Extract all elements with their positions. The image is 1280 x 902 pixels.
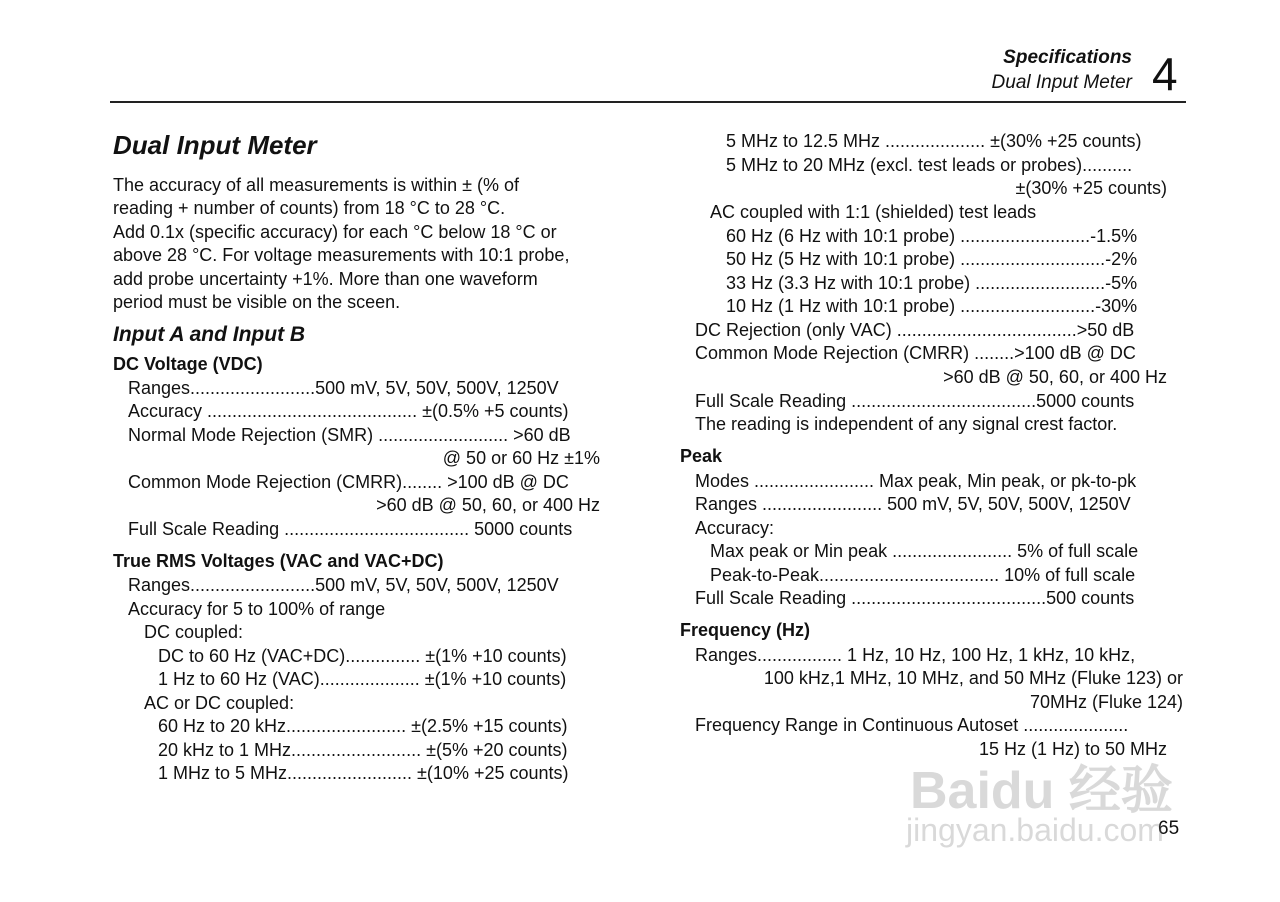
running-header-subtitle: Dual Input Meter — [991, 72, 1132, 93]
spec-line: Normal Mode Rejection (SMR) .......................... >60 dB — [128, 425, 571, 445]
running-header-title: Specifications — [1003, 47, 1132, 68]
spec-line: DC coupled: — [144, 622, 244, 642]
spec-line: Common Mode Rejection (CMRR)........ >100 dB @ DC — [128, 472, 569, 492]
spec-line: 50 Hz (5 Hz with 10:1 probe) .............................-2% — [726, 249, 1138, 269]
dc-voltage-heading: DC Voltage (VDC) — [113, 354, 263, 374]
intro-line: add probe uncertainty +1%. More than one waveform — [113, 269, 538, 289]
intro-line: above 28 °C. For voltage measurements with 10:1 probe, — [113, 245, 570, 265]
header-rule — [110, 101, 1186, 103]
spec-line: >60 dB @ 50, 60, or 400 Hz — [943, 367, 1167, 387]
rms-heading: True RMS Voltages (VAC and VAC+DC) — [113, 551, 444, 571]
spec-line: AC coupled with 1:1 (shielded) test leads — [710, 202, 1037, 222]
spec-line: DC to 60 Hz (VAC+DC)............... ±(1% +10 counts) — [158, 646, 567, 666]
spec-line: 60 Hz to 20 kHz........................ ±(2.5% +15 counts) — [158, 716, 568, 736]
spec-line: Ranges.........................500 mV, 5V, 50V, 500V, 1250V — [128, 378, 559, 398]
spec-line: ±(30% +25 counts) — [1015, 178, 1167, 198]
spec-line: Ranges................. 1 Hz, 10 Hz, 100 Hz, 1 kHz, 10 kHz, — [695, 645, 1136, 665]
spec-line: 1 Hz to 60 Hz (VAC).................... ±(1% +10 counts) — [158, 669, 567, 689]
intro-line: reading + number of counts) from 18 °C to 28 °C. — [113, 198, 506, 218]
intro-line: period must be visible on the sceen. — [113, 292, 401, 312]
spec-line: Modes ........................ Max peak, Min peak, or pk-to-pk — [695, 471, 1137, 491]
spec-line: The reading is independent of any signal crest factor. — [695, 414, 1118, 434]
watermark-logo: Baidu 经验 — [910, 762, 1173, 820]
spec-line: Full Scale Reading .....................................5000 counts — [695, 391, 1135, 411]
spec-line: 20 kHz to 1 MHz.......................... ±(5% +20 counts) — [158, 740, 568, 760]
chapter-number: 4 — [1152, 48, 1178, 100]
spec-line: Ranges ........................ 500 mV, 5V, 50V, 500V, 1250V — [695, 494, 1131, 514]
spec-line: 70MHz (Fluke 124) — [1029, 692, 1183, 712]
spec-line: >60 dB @ 50, 60, or 400 Hz — [376, 495, 600, 515]
spec-line: Max peak or Min peak ........................ 5% of full scale — [710, 541, 1139, 561]
input-heading: Input A and Input B — [113, 323, 306, 346]
spec-line: 5 MHz to 12.5 MHz .................... ±(30% +25 counts) — [726, 131, 1142, 151]
spec-line: Common Mode Rejection (CMRR) ........>100 dB @ DC — [695, 343, 1136, 363]
intro-line: The accuracy of all measurements is within ± (% of — [113, 175, 520, 195]
spec-line: 1 MHz to 5 MHz......................... ±(10% +25 counts) — [158, 763, 569, 783]
spec-line: @ 50 or 60 Hz ±1% — [442, 448, 600, 468]
spec-line: 33 Hz (3.3 Hz with 10:1 probe) ..........................-5% — [726, 273, 1138, 293]
spec-line: 5 MHz to 20 MHz (excl. test leads or probes).......... — [726, 155, 1133, 175]
spec-line: Full Scale Reading .......................................500 counts — [695, 588, 1135, 608]
spec-line: 15 Hz (1 Hz) to 50 MHz — [978, 739, 1167, 759]
spec-line: AC or DC coupled: — [144, 693, 295, 713]
spec-line: Peak-to-Peak.................................... 10% of full scale — [710, 565, 1136, 585]
intro-line: Add 0.1x (specific accuracy) for each °C below 18 °C or — [113, 222, 557, 242]
spec-line: Frequency Range in Continuous Autoset ..................... — [695, 715, 1129, 735]
page-title: Dual Input Meter — [113, 130, 317, 160]
frequency-heading: Frequency (Hz) — [680, 620, 811, 640]
peak-heading: Peak — [680, 446, 723, 466]
spec-line: Accuracy for 5 to 100% of range — [128, 599, 386, 619]
spec-line: 10 Hz (1 Hz with 10:1 probe) ...........................-30% — [726, 296, 1138, 316]
spec-line: 60 Hz (6 Hz with 10:1 probe) ..........................-1.5% — [726, 226, 1138, 246]
page-number: 65 — [1158, 818, 1180, 839]
watermark-url: jingyan.baidu.com — [906, 812, 1164, 848]
spec-line: Accuracy: — [695, 518, 775, 538]
spec-line: 100 kHz,1 MHz, 10 MHz, and 50 MHz (Fluke 123) or — [763, 668, 1183, 688]
spec-line: Accuracy .......................................... ±(0.5% +5 counts) — [128, 401, 569, 421]
spec-line: DC Rejection (only VAC) ....................................>50 dB — [695, 320, 1135, 340]
spec-line: Full Scale Reading ..................................... 5000 counts — [128, 519, 573, 539]
spec-line: Ranges.........................500 mV, 5V, 50V, 500V, 1250V — [128, 575, 559, 595]
